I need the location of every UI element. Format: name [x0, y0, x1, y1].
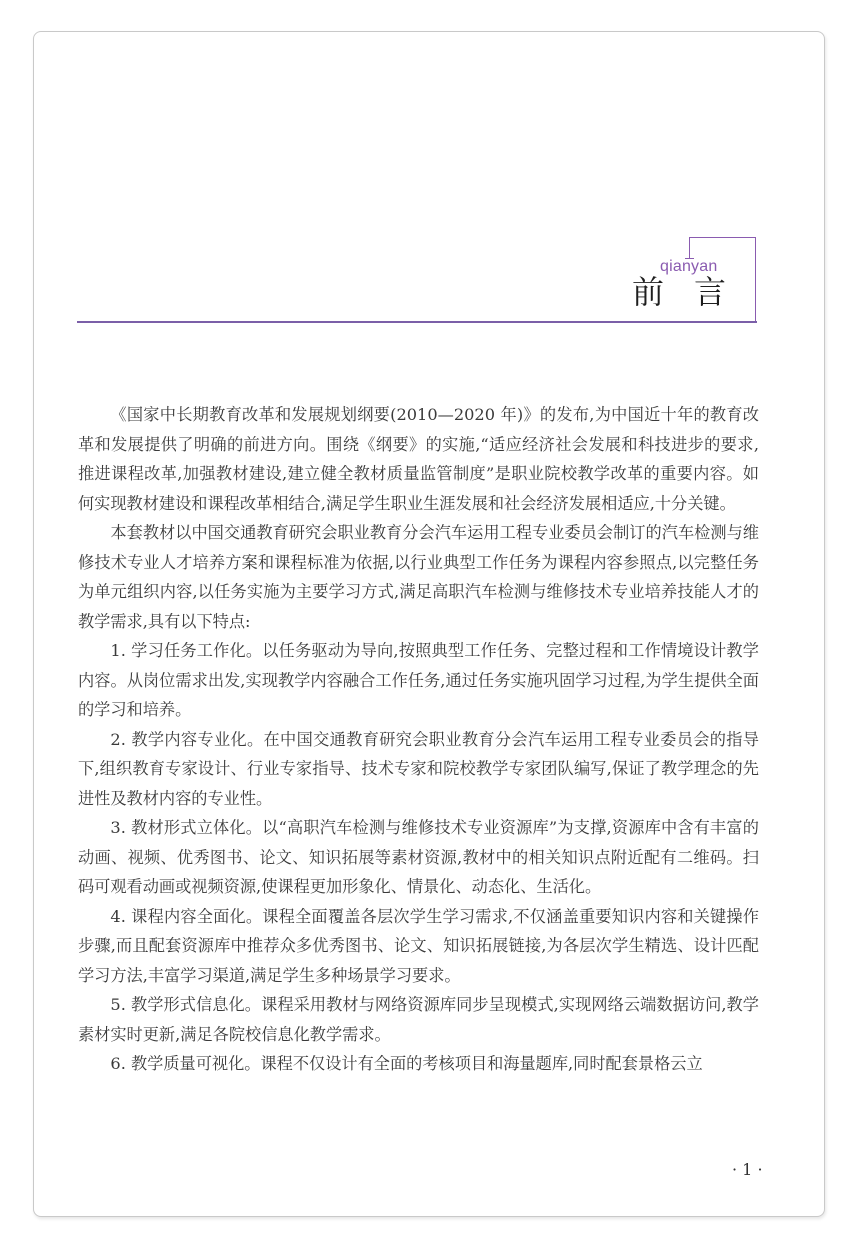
- paragraph-feature-2: 2. 教学内容专业化。在中国交通教育研究会职业教育分会汽车运用工程专业委员会的指导下,组织教育专家设计、行业专家指导、技术专家和院校教学专家团队编写,保证了教学理念的先进性及教材内容的专业性。: [78, 729, 759, 808]
- page-number: · 1 ·: [732, 1160, 763, 1179]
- paragraph-feature-4: 4. 课程内容全面化。课程全面覆盖各层次学生学习需求,不仅涵盖重要知识内容和关键操作步骤,而且配套资源库中推荐众多优秀图书、论文、知识拓展链接,为各层次学生精选、设计匹配学习方法,丰富学习渠道,满足学生多种场景学习要求。: [78, 906, 759, 985]
- header-divider: [77, 321, 757, 323]
- section-title: 前言: [632, 273, 757, 311]
- paragraph-feature-3: 3. 教材形式立体化。以“高职汽车检测与维修技术专业资源库”为支撑,资源库中含有丰富的动画、视频、优秀图书、论文、知识拓展等素材资源,教材中的相关知识点附近配有二维码。扫码可观看动画或视频资源,使课程更加形象化、情景化、动态化、生活化。: [78, 818, 759, 896]
- preface-body: [78, 400, 759, 1079]
- paragraph-feature-6: 6. 教学质量可视化。课程不仅设计有全面的考核项目和海量题库,同时配套景格云立: [110, 1054, 703, 1073]
- paragraph-basis: 本套教材以中国交通教育研究会职业教育分会汽车运用工程专业委员会制订的汽车检测与维修技术专业人才培养方案和课程标准为依据,以行业典型工作任务为课程内容参照点,以完整任务为单元组织内容,以任务实施为主要学习方式,满足高职汽车检测与维修技术专业培养技能人才的教学需求,具有以下特点:: [78, 523, 759, 631]
- header-bracket-tick: [689, 237, 690, 259]
- paragraph-intro: 《国家中长期教育改革和发展规划纲要(2010—2020 年)》的发布,为中国近十年的教育改革和发展提供了明确的前进方向。围绕《纲要》的实施,“适应经济社会发展和科技进步的要求,推进课程改革,加强教材建设,建立健全教材质量监管制度”是职业院校教学改革的重要内容。如何实现教材建设和课程改革相结合,满足学生职业生涯发展和社会经济发展相适应,十分关键。: [78, 405, 759, 513]
- section-pinyin: qianyan: [660, 258, 718, 275]
- paragraph-feature-5: 5. 教学形式信息化。课程采用教材与网络资源库同步呈现模式,实现网络云端数据访问,教学素材实时更新,满足各院校信息化教学需求。: [78, 995, 759, 1044]
- header-bracket-top: [689, 237, 756, 238]
- paragraph-feature-1: 1. 学习任务工作化。以任务驱动为导向,按照典型工作任务、完整过程和工作情境设计教学内容。从岗位需求出发,实现教学内容融合工作任务,通过任务实施巩固学习过程,为学生提供全面的学习和培养。: [78, 641, 759, 719]
